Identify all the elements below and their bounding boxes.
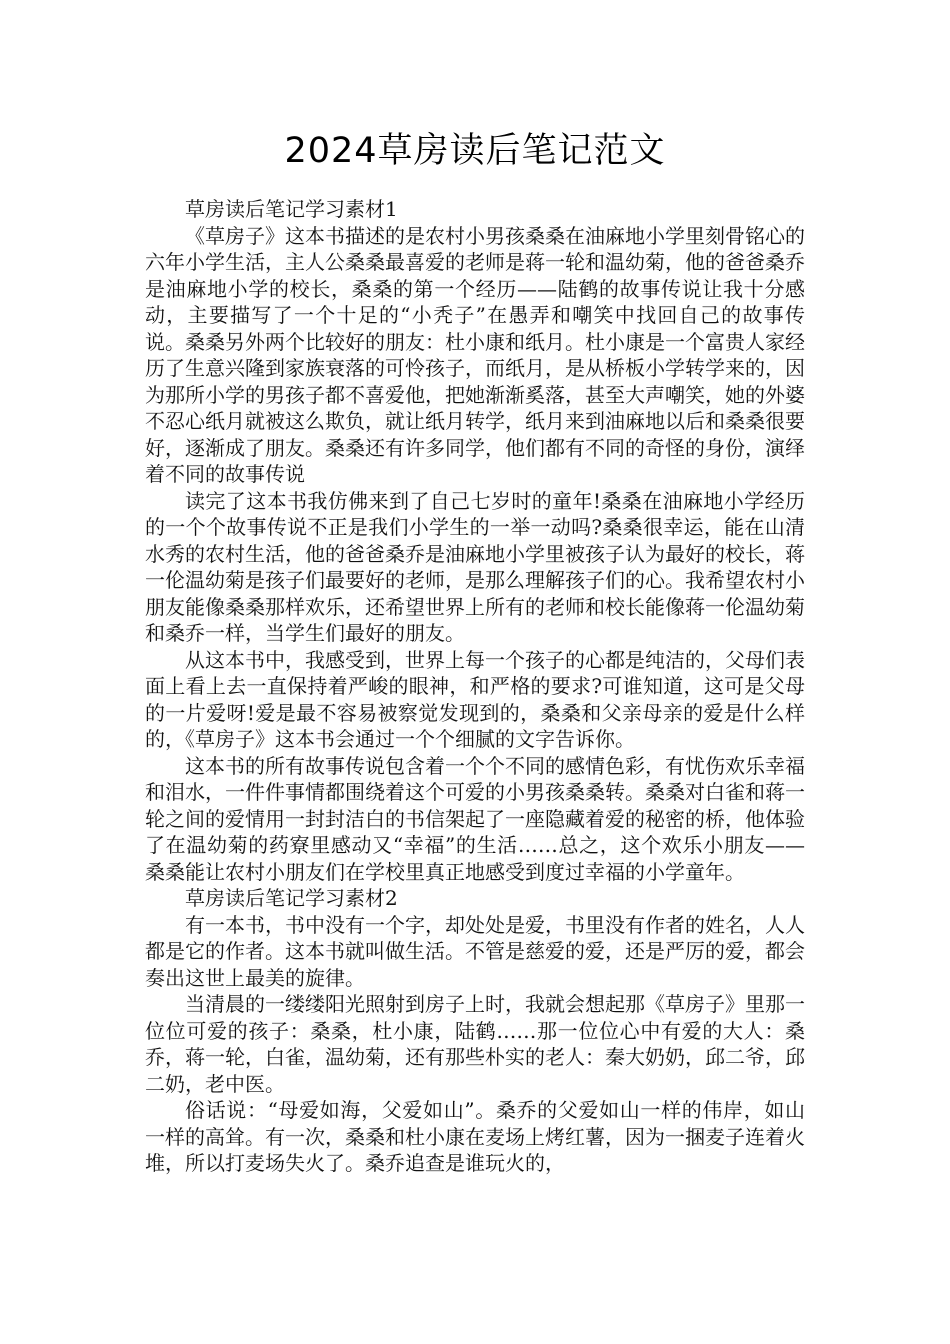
paragraph: 当清晨的一缕缕阳光照射到房子上时，我就会想起那《草房子》里那一位位可爱的孩子：桑桑，杜小康，陆鹤……那一位位心中有爱的大人：桑乔，蒋一轮，白雀，温幼菊，还有那些朴实的老人：秦大奶奶，邱二爷，邱二奶，老中医。	[145, 992, 805, 1096]
section-heading: 草房读后笔记学习素材1	[185, 197, 398, 221]
paragraph: 有一本书，书中没有一个字，却处处是爱，书里没有作者的姓名，人人都是它的作者。这本书就叫做生活。不管是慈爱的爱，还是严厉的爱，都会奏出这世上最美的旋律。	[145, 912, 805, 990]
document-body	[145, 196, 805, 1177]
paragraph: 《草房子》这本书描述的是农村小男孩桑桑在油麻地小学里刻骨铭心的六年小学生活，主人公桑桑最喜爱的老师是蒋一轮和温幼菊，他的爸爸桑乔是油麻地小学的校长，桑桑的第一个经历——陆鹤的故事传说让我十分感动，主要描写了一个十足的“小秃子”在愚弄和嘲笑中找回自己的故事传说。桑桑另外两个比较好的朋友：杜小康和纸月。杜小康是一个富贵人家经历了生意兴隆到家族衰落的可怜孩子，而纸月，是从桥板小学转学来的，因为那所小学的男孩子都不喜爱他，把她渐渐奚落，甚至大声嘲笑，她的外婆不忍心纸月就被这么欺负，就让纸月转学，纸月来到油麻地以后和桑桑很要好，逐渐成了朋友。桑桑还有许多同学，他们都有不同的奇怪的身份，演绎着不同的故事传说	[145, 223, 805, 486]
paragraph: 读完了这本书我仿佛来到了自己七岁时的童年!桑桑在油麻地小学经历的一个个故事传说不正是我们小学生的一举一动吗?桑桑很幸运，能在山清水秀的农村生活，他的爸爸桑乔是油麻地小学里被孩子认为最好的校长，蒋一伦温幼菊是孩子们最要好的老师，是那么理解孩子们的心。我希望农村小朋友能像桑桑那样欢乐，还希望世界上所有的老师和校长能像蒋一伦温幼菊和桑乔一样，当学生们最好的朋友。	[145, 488, 805, 645]
paragraph: 俗话说：“母爱如海，父爱如山”。桑乔的父爱如山一样的伟岸，如山一样的高耸。有一次，桑桑和杜小康在麦场上烤红薯，因为一捆麦子连着火堆，所以打麦场失火了。桑乔追查是谁玩火的，	[145, 1098, 805, 1175]
section-heading: 草房读后笔记学习素材2	[185, 886, 398, 910]
paragraph: 从这本书中，我感受到，世界上每一个孩子的心都是纯洁的，父母们表面上看上去一直保持着严峻的眼神，和严格的要求?可谁知道，这可是父母的一片爱呀!爱是最不容易被察觉发现到的，桑桑和父亲母亲的爱是什么样的，《草房子》这本书会通过一个个细腻的文字告诉你。	[145, 647, 805, 751]
document-title: 2024草房读后笔记范文	[284, 131, 666, 171]
paragraph: 这本书的所有故事传说包含着一个个不同的感情色彩，有忧伤欢乐幸福和泪水，一件件事情都围绕着这个可爱的小男孩桑桑转。桑桑对白雀和蒋一轮之间的爱情用一封封洁白的书信架起了一座隐藏着爱的秘密的桥，他体验了在温幼菊的药寮里感动又“幸福”的生活……总之，这个欢乐小朋友——桑桑能让农村小朋友们在学校里真正地感受到度过幸福的小学童年。	[145, 753, 805, 884]
